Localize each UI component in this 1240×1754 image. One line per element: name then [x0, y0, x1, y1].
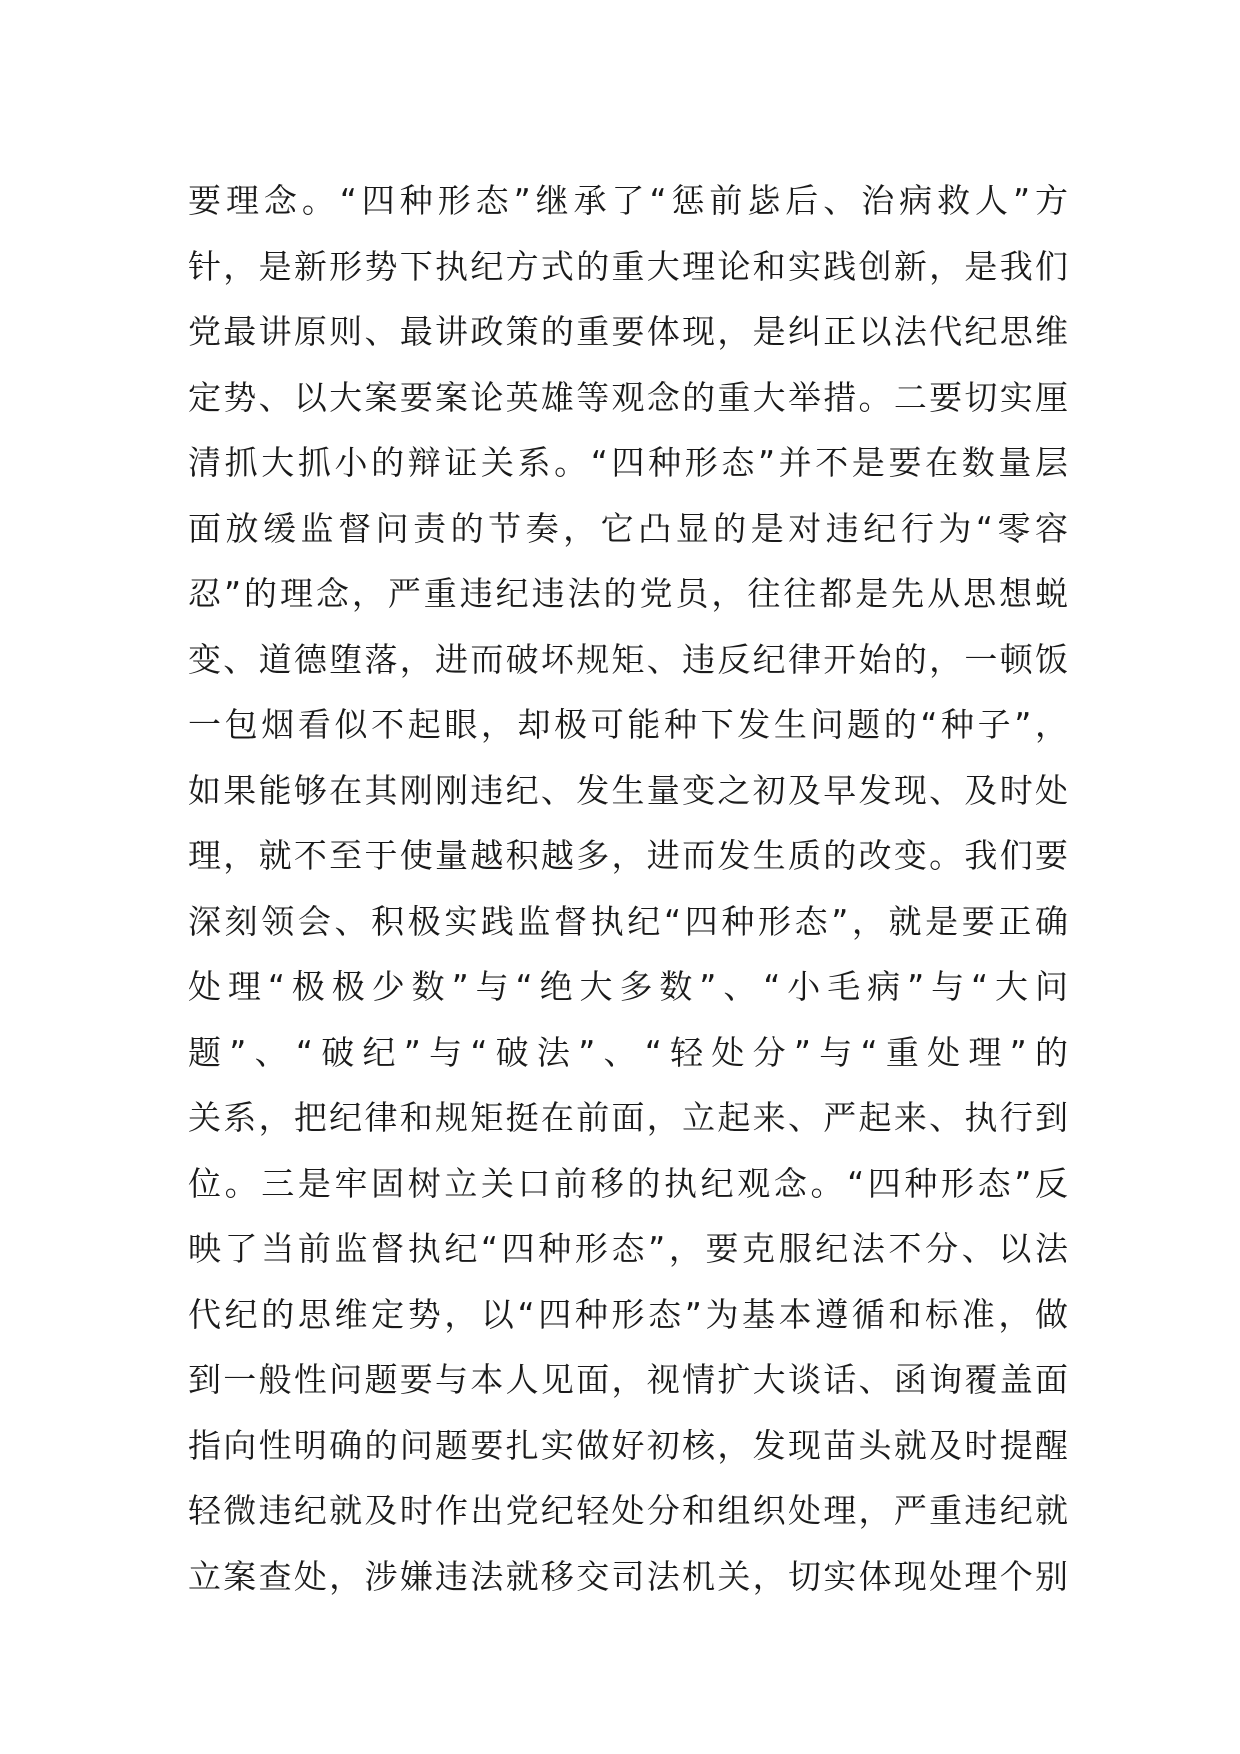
text-line: 代纪的思维定势，以“四种形态”为基本遵循和标准，做 — [188, 1294, 1068, 1334]
text-line: 指向性明确的问题要扎实做好初核，发现苗头就及时提醒 — [188, 1425, 1068, 1465]
text-line: 面放缓监督问责的节奏，它凸显的是对违纪行为“零容 — [188, 508, 1068, 548]
text-line: 轻微违纪就及时作出党纪轻处分和组织处理，严重违纪就 — [188, 1491, 1068, 1530]
text-line: 处理“极极少数”与“绝大多数”、“小毛病”与“大问 — [188, 967, 1068, 1006]
text-line: 映了当前监督执纪“四种形态”，要克服纪法不分、以法 — [188, 1229, 1068, 1268]
text-line: 理，就不至于使量越积越多，进而发生质的改变。我们要 — [188, 836, 1068, 875]
text-line: 深刻领会、积极实践监督执纪“四种形态”，就是要正确 — [188, 901, 1068, 941]
text-line: 针，是新形势下执纪方式的重大理论和实践创新，是我们 — [188, 246, 1068, 286]
text-line: 变、道德堕落，进而破坏规矩、违反纪律开始的，一顿饭 — [188, 639, 1068, 679]
text-line: 一包烟看似不起眼，却极可能种下发生问题的“种子”， — [188, 705, 1068, 744]
text-line: 到一般性问题要与本人见面，视情扩大谈话、函询覆盖面 — [188, 1360, 1068, 1399]
text-line: 清抓大抓小的辩证关系。“四种形态”并不是要在数量层 — [188, 443, 1068, 482]
text-line: 题”、“破纪”与“破法”、“轻处分”与“重处理”的 — [188, 1032, 1068, 1072]
text-line: 立案查处，涉嫌违法就移交司法机关，切实体现处理个别 — [188, 1556, 1068, 1596]
text-line: 关系，把纪律和规矩挺在前面，立起来、严起来、执行到 — [188, 1098, 1068, 1137]
text-line: 定势、以大案要案论英雄等观念的重大举措。二要切实厘 — [188, 377, 1068, 417]
text-line: 位。三是牢固树立关口前移的执纪观念。“四种形态”反 — [188, 1163, 1068, 1203]
text-line: 忍”的理念，严重违纪违法的党员，往往都是先从思想蜕 — [188, 574, 1068, 613]
text-line: 党最讲原则、最讲政策的重要体现，是纠正以法代纪思维 — [188, 312, 1068, 351]
text-line: 要理念。“四种形态”继承了“惩前毖后、治病救人”方 — [188, 181, 1068, 220]
text-line: 如果能够在其刚刚违纪、发生量变之初及早发现、及时处 — [188, 770, 1068, 810]
body-text — [188, 168, 1068, 1609]
